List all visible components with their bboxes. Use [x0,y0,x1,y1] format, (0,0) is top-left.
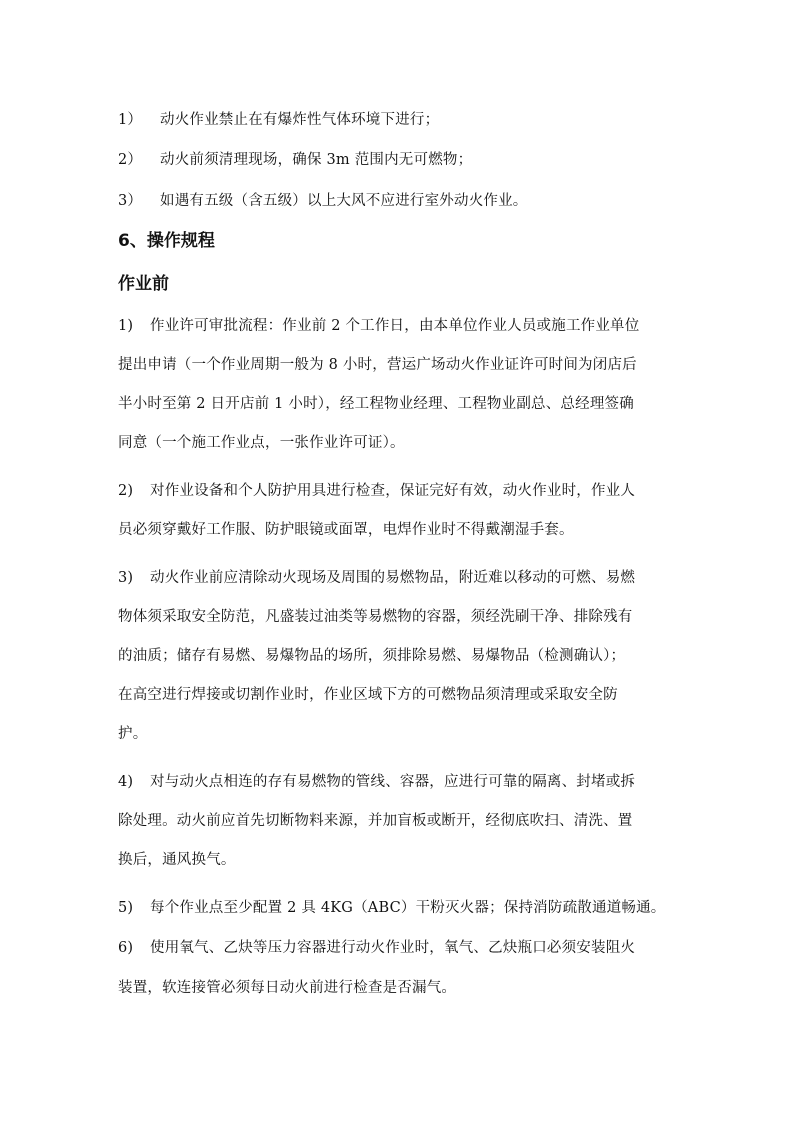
procedure-item-line: 半小时至第 2 日开店前 1 小时），经工程物业经理、工程物业副总、总经理签确 [118,396,634,412]
item-text: 每个作业点至少配置 2 具 4KG（ABC）干粉灭火器；保持消防疏散通道畅通。 [150,900,666,916]
item-number: 3) [118,570,134,586]
item-number: 6) [118,940,134,956]
procedure-item-line: 除处理。动火前应首先切断物料来源，并加盲板或断开，经彻底吹扫、清洗、置 [118,813,633,829]
item-text: 动火作业前应清除动火现场及周围的易燃物品，附近难以移动的可燃、易燃 [150,570,636,586]
item-text: 对与动火点相连的存有易燃物的管线、容器，应进行可靠的隔离、封堵或拆 [150,774,636,790]
item-text: 动火前须清理现场，确保 3m 范围内无可燃物； [160,152,473,168]
procedure-item-line: 员必须穿戴好工作服、防护眼镜或面罩，电焊作业时不得戴潮湿手套。 [118,522,574,538]
procedure-item-line: 在高空进行焊接或切割作业时，作业区域下方的可燃物品须清理或采取安全防 [118,687,618,703]
procedure-item-line: 提出申请（一个作业周期一般为 8 小时，营运广场动火作业证许可时间为闭店后 [118,357,637,373]
restriction-item [118,110,439,130]
item-text: 如遇有五级（含五级）以上大风不应进行室外动火作业。 [160,193,528,209]
subsection-heading: 作业前 [118,274,169,294]
procedure-item-line: 的油质；储存有易燃、易爆物品的场所，须排除易燃、易爆物品（检测确认）； [118,648,626,664]
item-number: 3） [118,193,143,209]
restriction-item [118,150,472,170]
procedure-item-line [118,568,635,588]
item-text: 使用氧气、乙炔等压力容器进行动火作业时，氧气、乙炔瓶口必须安装阻火 [150,940,636,956]
item-text: 作业许可审批流程：作业前 2 个工作日，由本单位作业人员或施工作业单位 [150,318,640,334]
procedure-item-line: 装置，软连接管必须每日动火前进行检查是否漏气。 [118,980,457,996]
procedure-item-line: 换后，通风换气。 [118,852,236,868]
item-text: 动火作业禁止在有爆炸性气体环境下进行； [160,112,440,128]
procedure-item-line: 同意（一个施工作业点，一张作业许可证）。 [118,435,405,451]
procedure-item-line [118,772,635,792]
item-text: 对作业设备和个人防护用具进行检查，保证完好有效，动火作业时，作业人 [150,483,636,499]
item-number: 1） [118,112,143,128]
restriction-item [118,191,528,211]
procedure-item-line [118,481,635,501]
procedure-item-line: 物体须采取安全防范，凡盛装过油类等易燃物的容器，须经洗刷干净、排除残有 [118,609,633,625]
procedure-item-line [118,938,635,958]
item-number: 2) [118,483,134,499]
item-number: 2） [118,152,143,168]
procedure-item-line [118,898,665,918]
procedure-item-line: 护。 [118,726,148,742]
section-heading: 6、操作规程 [118,231,215,251]
item-number: 4) [118,774,134,790]
item-number: 1) [118,318,134,334]
item-number: 5) [118,900,134,916]
procedure-item-line [118,316,639,336]
